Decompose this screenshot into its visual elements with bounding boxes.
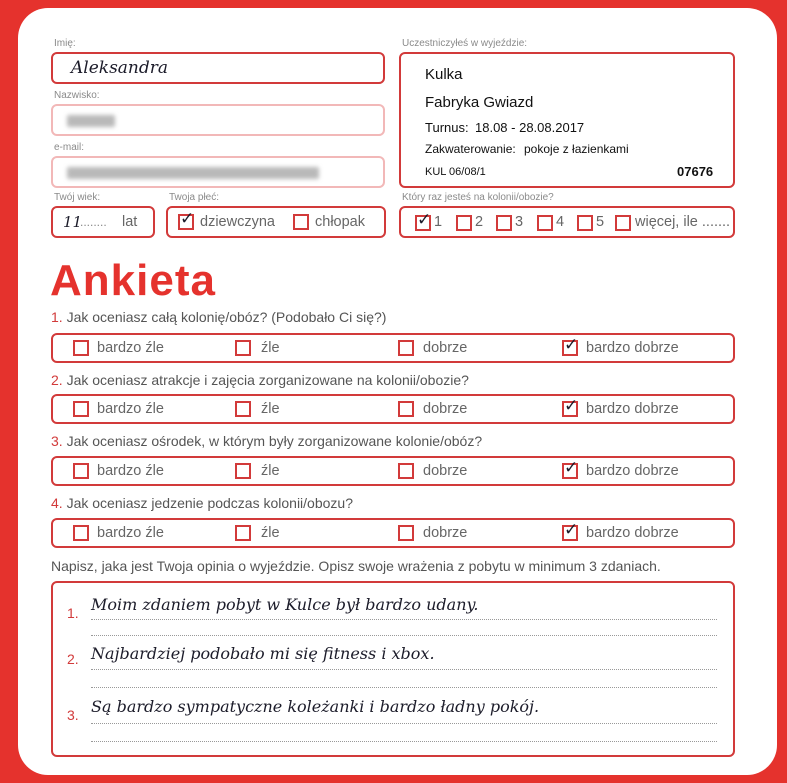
q2-option-good: dobrze <box>423 401 468 417</box>
writing-line <box>91 723 717 724</box>
times-option-2: 2 <box>475 214 484 230</box>
q2-option-bad: źle <box>261 401 280 417</box>
age-value: 11 <box>63 213 83 231</box>
gender-field <box>166 206 386 238</box>
question-3-number: 3. <box>51 433 63 449</box>
last-name-label: Nazwisko: <box>54 90 100 101</box>
times-checkbox-3[interactable] <box>496 215 512 231</box>
question-2 <box>51 372 469 388</box>
check-mark-icon: ✓ <box>564 396 579 416</box>
times-field <box>399 206 735 238</box>
times-option-3: 3 <box>515 214 524 230</box>
camp-code: KUL 06/08/1 <box>425 166 486 178</box>
q3-option-very-good: bardzo dobrze <box>586 463 679 479</box>
survey-title: Ankieta <box>50 256 216 305</box>
gender-checkbox-male[interactable] <box>293 214 309 230</box>
q2-checkbox-very-good[interactable] <box>562 396 579 417</box>
accommodation-label: Zakwaterowanie: <box>425 142 516 156</box>
times-checkbox-4[interactable] <box>537 215 553 231</box>
question-1-answers <box>51 333 735 363</box>
last-name-redacted <box>67 115 115 127</box>
email-label: e-mail: <box>54 142 85 153</box>
q2-option-very-bad: bardzo źle <box>97 401 164 417</box>
times-option-5: 5 <box>596 214 605 230</box>
q1-option-bad: źle <box>261 340 280 356</box>
turnus-value: 18.08 - 28.08.2017 <box>475 120 585 135</box>
age-unit: lat <box>122 214 138 230</box>
q3-checkbox-very-good[interactable] <box>562 458 579 479</box>
opinion-3-number: 3. <box>67 707 79 723</box>
question-4-number: 4. <box>51 495 63 511</box>
question-2-text: Jak oceniasz atrakcje i zajęcia zorganizowane na kolonii/obozie? <box>66 372 469 388</box>
times-checkbox-5[interactable] <box>577 215 593 231</box>
q2-option-very-good: bardzo dobrze <box>586 401 679 417</box>
q3-option-very-bad: bardzo źle <box>97 463 164 479</box>
opinion-2-text: Najbardziej podobało mi się fitness i xbox. <box>91 644 435 663</box>
opinion-1-number: 1. <box>67 605 79 621</box>
q4-option-bad: źle <box>261 525 280 541</box>
gender-option-female: dziewczyna <box>200 214 275 230</box>
camp-info-box <box>399 52 735 188</box>
gender-label: Twoja płeć: <box>169 192 220 203</box>
q1-option-good: dobrze <box>423 340 468 356</box>
age-dots: ........ <box>80 215 107 229</box>
question-1-number: 1. <box>51 309 63 325</box>
q2-checkbox-good[interactable] <box>398 401 414 417</box>
question-1 <box>51 309 386 325</box>
last-name-field[interactable] <box>51 104 385 136</box>
check-mark-icon: ✓ <box>180 209 195 229</box>
question-4-answers <box>51 518 735 548</box>
times-option-more: więcej, ile ....... <box>635 214 731 230</box>
accommodation-value: pokoje z łazienkami <box>524 142 629 156</box>
opinion-3-text: Są bardzo sympatyczne koleżanki i bardzo ładny pokój. <box>91 697 540 716</box>
check-mark-icon: ✓ <box>564 335 579 355</box>
q4-checkbox-very-good[interactable] <box>562 520 579 541</box>
q3-checkbox-good[interactable] <box>398 463 414 479</box>
writing-line <box>91 635 717 636</box>
age-label: Twój wiek: <box>54 192 101 203</box>
q1-option-very-bad: bardzo źle <box>97 340 164 356</box>
question-4 <box>51 495 353 511</box>
writing-line <box>91 687 717 688</box>
question-1-text: Jak oceniasz całą kolonię/obóz? (Podobało Ci się?) <box>66 309 387 325</box>
opinion-prompt: Napisz, jaka jest Twoja opinia o wyjeździe. Opisz swoje wrażenia z pobytu w minimum 3 zdaniach. <box>51 558 661 574</box>
q4-option-good: dobrze <box>423 525 468 541</box>
writing-line <box>91 741 717 742</box>
check-mark-icon: ✓ <box>564 520 579 540</box>
first-name-field[interactable] <box>51 52 385 84</box>
check-mark-icon: ✓ <box>564 458 579 478</box>
q1-option-very-good: bardzo dobrze <box>586 340 679 356</box>
question-3-answers <box>51 456 735 486</box>
times-option-1: 1 <box>434 214 443 230</box>
q1-checkbox-very-good[interactable] <box>562 335 579 356</box>
camp-number: 07676 <box>677 164 714 179</box>
first-name-label: Imię: <box>54 38 76 49</box>
question-3 <box>51 433 482 449</box>
check-mark-icon: ✓ <box>417 210 432 230</box>
camp-name: Kulka <box>425 66 463 83</box>
q3-option-bad: źle <box>261 463 280 479</box>
q4-checkbox-good[interactable] <box>398 525 414 541</box>
opinion-box[interactable] <box>51 581 735 757</box>
q1-checkbox-very-bad[interactable] <box>73 340 89 356</box>
participant-label: Uczestniczyłeś w wyjeździe: <box>402 38 528 49</box>
gender-option-male: chłopak <box>315 214 365 230</box>
survey-form-page <box>18 8 777 775</box>
opinion-2-number: 2. <box>67 651 79 667</box>
question-3-text: Jak oceniasz ośrodek, w którym były zorganizowane kolonie/obóz? <box>66 433 483 449</box>
q2-checkbox-very-bad[interactable] <box>73 401 89 417</box>
q3-checkbox-very-bad[interactable] <box>73 463 89 479</box>
gender-checkbox-female[interactable] <box>178 209 195 230</box>
q4-option-very-good: bardzo dobrze <box>586 525 679 541</box>
times-option-4: 4 <box>556 214 565 230</box>
q3-checkbox-bad[interactable] <box>235 463 251 479</box>
question-4-text: Jak oceniasz jedzenie podczas kolonii/obozu? <box>66 495 353 511</box>
opinion-1-text: Moim zdaniem pobyt w Kulce był bardzo udany. <box>91 595 479 614</box>
camp-subtitle: Fabryka Gwiazd <box>425 94 534 111</box>
email-field[interactable] <box>51 156 385 188</box>
times-label: Który raz jesteś na kolonii/obozie? <box>402 192 554 203</box>
times-checkbox-2[interactable] <box>456 215 472 231</box>
first-name-value: Aleksandra <box>71 58 169 78</box>
q1-checkbox-good[interactable] <box>398 340 414 356</box>
writing-line <box>91 619 717 620</box>
question-2-answers <box>51 394 735 424</box>
turnus-label: Turnus: <box>425 120 469 135</box>
q2-checkbox-bad[interactable] <box>235 401 251 417</box>
times-checkbox-more[interactable] <box>615 215 631 231</box>
times-checkbox-1[interactable] <box>415 210 432 231</box>
writing-line <box>91 669 717 670</box>
q4-option-very-bad: bardzo źle <box>97 525 164 541</box>
q3-option-good: dobrze <box>423 463 468 479</box>
q4-checkbox-very-bad[interactable] <box>73 525 89 541</box>
age-field[interactable] <box>51 206 155 238</box>
q4-checkbox-bad[interactable] <box>235 525 251 541</box>
question-2-number: 2. <box>51 372 63 388</box>
q1-checkbox-bad[interactable] <box>235 340 251 356</box>
email-redacted <box>67 167 319 179</box>
